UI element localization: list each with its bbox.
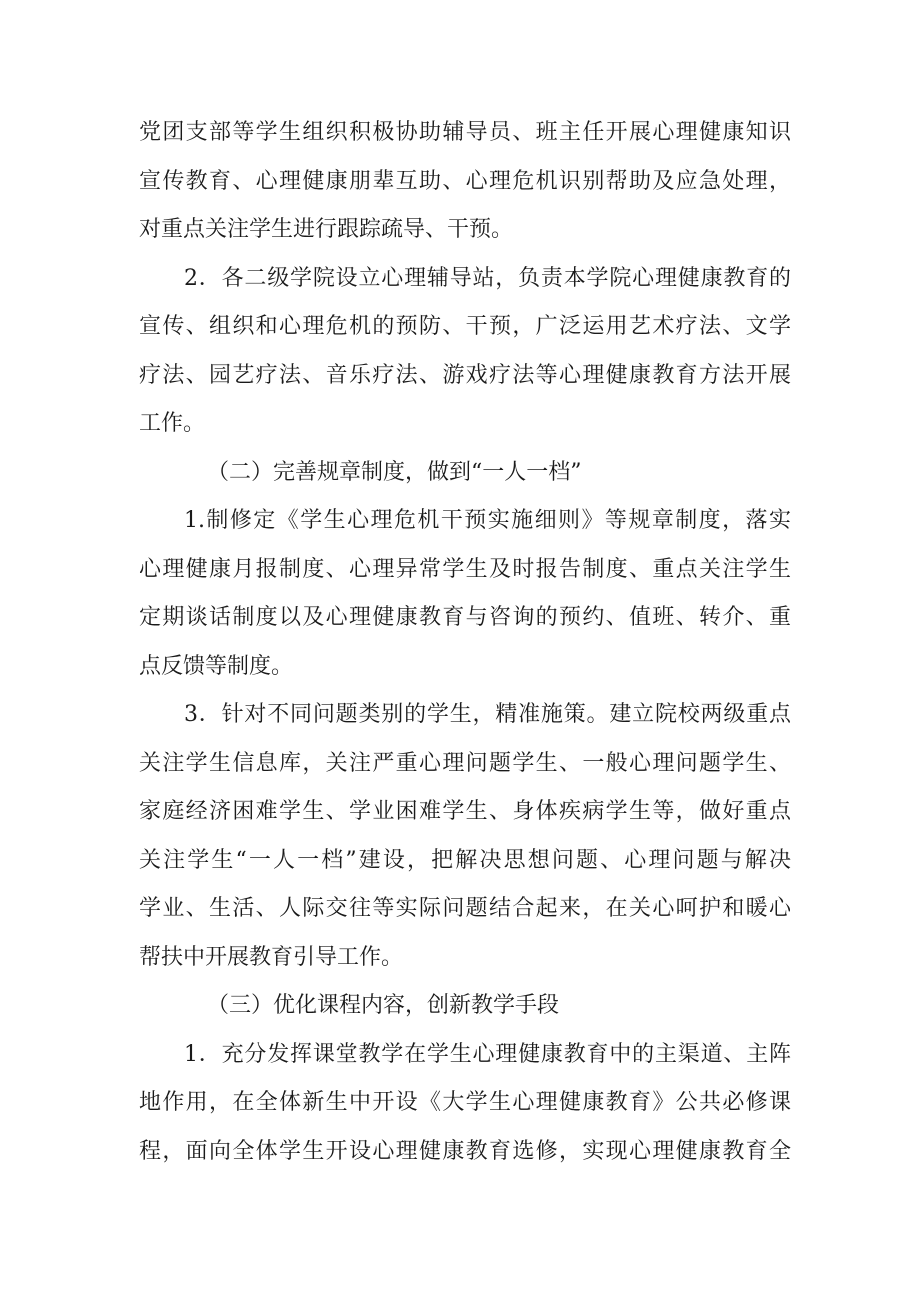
paragraph-line: 地作用，在全体新生中开设《大学生心理健康教育》公共必修课 (139, 1090, 791, 1115)
paragraph-line: 宣传、组织和心理危机的预防、干预，广泛运用艺术疗法、文学 (139, 314, 791, 339)
paragraph-line: 疗法、园艺疗法、音乐疗法、游戏疗法等心理健康教育方法开展 (139, 363, 791, 388)
paragraph-line: 帮扶中开展教育引导工作。 (139, 945, 404, 970)
section-heading: （三）优化课程内容，创新教学手段 (207, 993, 560, 1018)
paragraph-line: 宣传教育、心理健康朋辈互助、心理危机识别帮助及应急处理， (139, 169, 791, 194)
paragraph-line: 对重点关注学生进行跟踪疏导、干预。 (139, 217, 514, 242)
paragraph-line: 工作。 (139, 411, 206, 436)
paragraph-line: 点反馈等制度。 (139, 654, 294, 679)
paragraph-line: 心理健康月报制度、心理异常学生及时报告制度、重点关注学生 (139, 557, 791, 582)
section-heading: （二）完善规章制度，做到“一人一档” (207, 460, 582, 485)
paragraph-line: 1．充分发挥课堂教学在学生心理健康教育中的主渠道、主阵 (184, 1042, 791, 1067)
paragraph-line: 1.制修定《学生心理危机干预实施细则》等规章制度，落实 (184, 508, 791, 533)
paragraph-line: 3．针对不同问题类别的学生，精准施策。建立院校两级重点 (184, 702, 791, 727)
paragraph-line: 家庭经济困难学生、学业困难学生、身体疾病学生等，做好重点 (139, 799, 791, 824)
paragraph-line: 党团支部等学生组织积极协助辅导员、班主任开展心理健康知识 (139, 120, 791, 145)
paragraph-line: 关注学生“一人一档”建设，把解决思想问题、心理问题与解决 (139, 848, 791, 873)
paragraph-line: 关注学生信息库，关注严重心理问题学生、一般心理问题学生、 (139, 751, 791, 776)
paragraph-line: 程，面向全体学生开设心理健康教育选修，实现心理健康教育全 (139, 1139, 791, 1164)
paragraph-line: 定期谈话制度以及心理健康教育与咨询的预约、值班、转介、重 (139, 605, 791, 630)
paragraph-line: 学业、生活、人际交往等实际问题结合起来，在关心呵护和暖心 (139, 896, 791, 921)
paragraph-line: 2．各二级学院设立心理辅导站，负责本学院心理健康教育的 (184, 266, 791, 291)
